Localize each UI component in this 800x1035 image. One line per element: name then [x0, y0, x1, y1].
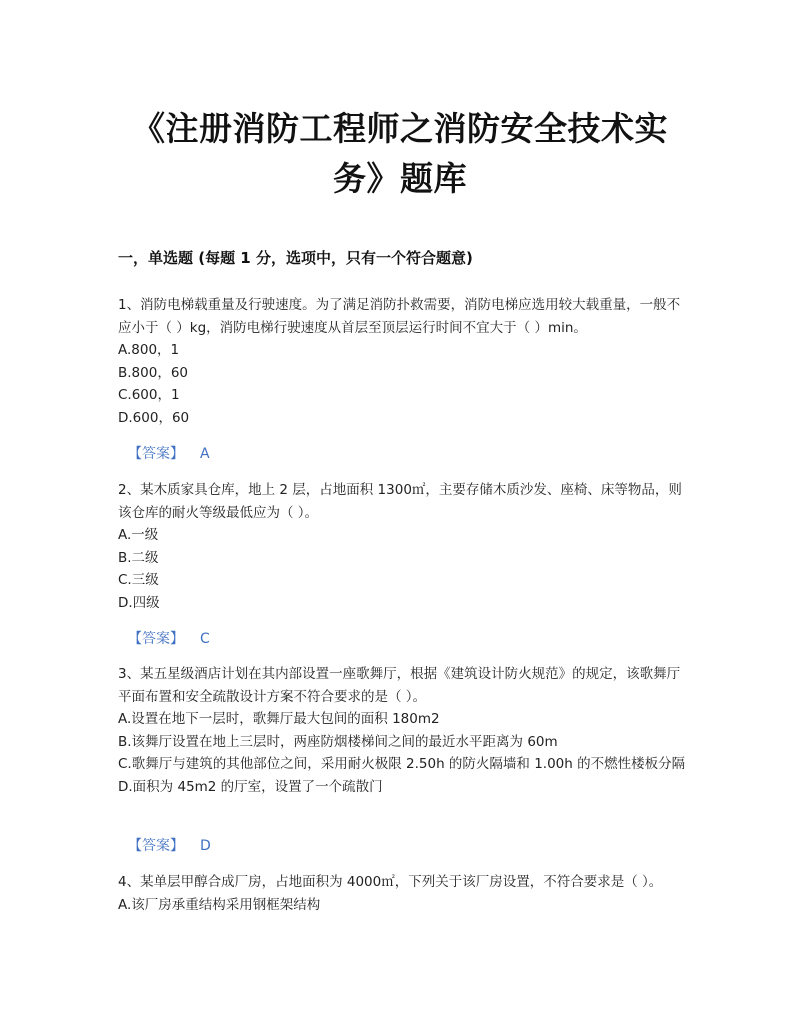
- answer-value: D: [200, 838, 211, 854]
- document-title: [100, 104, 700, 204]
- option-a: A.800，1: [118, 342, 180, 358]
- option-c: C.三级: [118, 572, 159, 588]
- option-d: D.四级: [118, 594, 160, 611]
- option-c: C.歌舞厅与建筑的其他部位之间，采用耐火极限 2.50h 的防火隔墙和 1.00h 的不燃性楼板分隔: [118, 756, 686, 772]
- question-2: [118, 479, 690, 614]
- answer-label: 【答案】: [128, 838, 184, 854]
- option-d: D.600，60: [118, 409, 190, 426]
- option-a: A.一级: [118, 527, 159, 543]
- option-b: B.二级: [118, 549, 159, 566]
- option-a: A.设置在地下一层时，歌舞厅最大包间的面积 180m2: [118, 711, 440, 727]
- answer-value: C: [200, 631, 210, 647]
- answer-value: A: [200, 446, 210, 462]
- answer-label: 【答案】: [128, 631, 184, 647]
- question-stem: 4、某单层甲醇合成厂房，占地面积为 4000㎡，下列关于该厂房设置，不符合要求是（ ）。: [118, 874, 663, 890]
- option-a: A.该厂房承重结构采用钢框架结构: [118, 896, 321, 913]
- question-3: [118, 663, 690, 798]
- answer-3: [128, 835, 211, 855]
- option-b: B.该舞厅设置在地上三层时，两座防烟楼梯间之间的最近水平距离为 60m: [118, 733, 558, 750]
- question-1: [118, 294, 690, 429]
- option-d: D.面积为 45m2 的厅室，设置了一个疏散门: [118, 778, 383, 795]
- question-4: [118, 871, 690, 916]
- answer-label: 【答案】: [128, 446, 184, 462]
- option-b: B.800，60: [118, 364, 188, 381]
- title-line-2: 务》题库: [333, 159, 467, 198]
- section-header: 一，单选题 (每题 1 分，选项中，只有一个符合题意): [118, 249, 473, 267]
- option-c: C.600，1: [118, 387, 180, 403]
- answer-2: [128, 628, 210, 648]
- answer-1: [128, 443, 210, 463]
- question-stem: 3、某五星级酒店计划在其内部设置一座歌舞厅，根据《建筑设计防火规范》的规定，该歌舞厅平面布置和安全疏散设计方案不符合要求的是（ ）。: [118, 666, 681, 705]
- question-stem: 2、某木质家具仓库，地上 2 层，占地面积 1300㎡，主要存储木质沙发、座椅、床等物品，则该仓库的耐火等级最低应为（ ）。: [118, 482, 682, 521]
- title-line-1: 《注册消防工程师之消防安全技术实: [132, 109, 668, 148]
- question-stem: 1、消防电梯载重量及行驶速度。为了满足消防扑救需要，消防电梯应选用较大载重量，一般不应小于（ ）kg，消防电梯行驶速度从首层至顶层运行时间不宜大于（ ）min。: [118, 297, 681, 336]
